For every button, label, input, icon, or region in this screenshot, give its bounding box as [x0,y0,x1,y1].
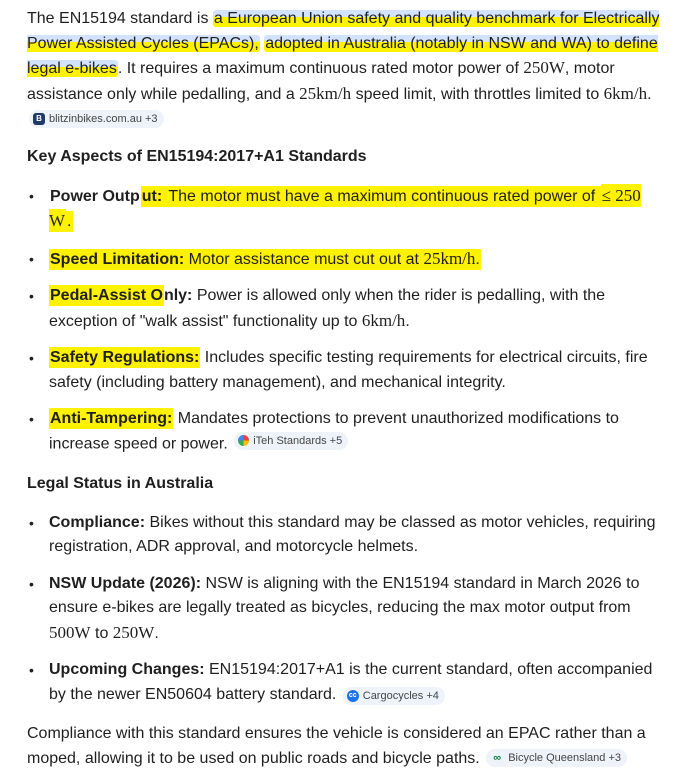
source-chip-iteh[interactable]: iTeh Standards +5 [234,432,348,450]
source-chip-bicycle-queensland[interactable]: ∞ Bicycle Queensland +3 [486,749,627,767]
intro-paragraph: The EN15194 standard is a European Union safety and quality benchmark for Electrically Power Assisted Cycles (EPACs), adopted in Australia (notably in NSW and WA) to define legal e-bikes. It requires a maximum continuous rated motor power of 250W, motor assistance only while pedalling, and a 25km/h speed limit, with throttles limited to 6km/h. B blitzinbikes.com.au +3 [27,7,665,132]
iteh-favicon-icon [238,435,249,446]
bullet-icon: • [29,250,34,267]
bullet-icon: • [29,514,34,531]
closing-paragraph: Compliance with this standard ensures the vehicle is considered an EPAC rather than a moped, allowing it to be used on public roads and bicycle paths. ∞ Bicycle Queensland +3 [27,725,646,767]
list-item: • Speed Limitation: Motor assistance must cut out at 25km/h. [27,247,665,273]
math-walk-assist: 6km/h [361,310,406,330]
section-heading-key-aspects: Key Aspects of EN15194:2017+A1 Standards [27,147,367,165]
intro-text: The EN15194 standard is [27,10,213,27]
math-old-output: 500W [49,622,91,642]
list-item: • Upcoming Changes: EN15194:2017+A1 is the current standard, often accompanied by the newer EN50604 battery standard. cc Cargocycles +4 [27,658,665,707]
bicycle-queensland-favicon-icon: ∞ [493,751,502,764]
bullet-icon: • [29,187,34,204]
highlight-adoption: adopted in Australia (notably in NSW and WA) to define legal e-bikes [27,34,658,77]
bullet-icon: • [29,662,34,678]
source-chip-cargocycles[interactable]: cc Cargocycles +4 [343,687,445,705]
bullet-icon: • [29,575,34,592]
list-item: • NSW Update (2026): NSW is aligning with the EN15194 standard in March 2026 to ensure e-bikes are legally treated as bicycles, reducing the max motor output from 500W to 250W. [27,572,665,647]
key-aspects-list [27,184,665,457]
math-new-output: 250W [112,622,155,642]
bullet-icon: • [29,350,34,366]
highlight-definition: a European Union safety and quality benchmark for Electrically Power Assisted Cycles (EPACs), [27,10,660,52]
math-power-limit: ≤ 250 W [49,185,641,230]
list-item: • Anti-Tampering: Mandates protections to prevent unauthorized modifications to increase speed or power. iTeh Standards +5 [27,407,665,457]
math-speed-limit: 25km/h [423,248,476,268]
list-item: • Safety Regulations: Includes specific testing requirements for electrical circuits, fire safety (including battery management), and mechanical integrity. [27,346,665,395]
cargocycles-favicon-icon: cc [347,690,359,702]
bullet-icon: • [29,411,34,427]
bullet-icon: • [29,288,34,304]
math-throttle: 6km/h [603,83,648,103]
section-heading-legal-status: Legal Status in Australia [27,474,214,492]
math-power: 250W [523,58,565,77]
legal-status-list [27,511,665,708]
math-speed: 25km/h [299,83,352,103]
blitzinbikes-favicon-icon: B [33,113,45,125]
source-chip-blitzinbikes[interactable]: B blitzinbikes.com.au +3 [29,110,164,128]
list-item: • Power Outp ut: The motor must have a maximum continuous rated power of ≤ 250 W . [29,185,641,230]
list-item: • Pedal-Assist Only: Power is allowed only when the rider is pedalling, with the exception of "walk assist" functionality up to 6km/h. [27,284,665,334]
list-item: • Compliance: Bikes without this standard may be classed as motor vehicles, requiring registration, ADR approval, and motorcycle helmets. [27,511,665,560]
